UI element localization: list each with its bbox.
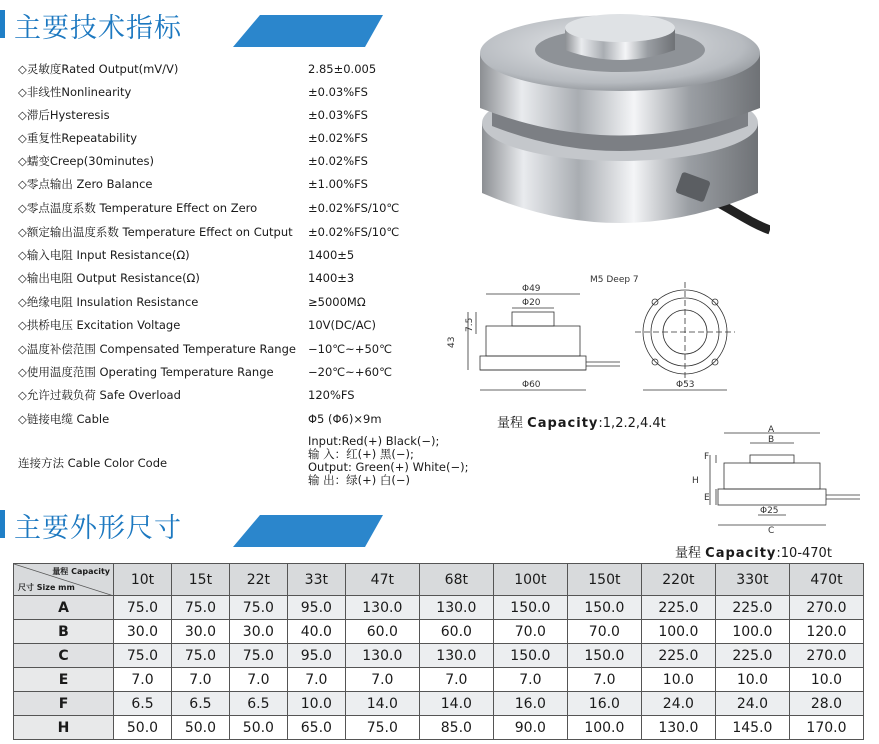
table-cell: 270.0 (789, 596, 863, 620)
table-cell: 120.0 (789, 620, 863, 644)
table-cell: 16.0 (567, 692, 641, 716)
spec-value: ±0.02%FS/10℃ (308, 225, 400, 239)
table-cell: 50.0 (171, 716, 229, 740)
table-cell: 150.0 (567, 596, 641, 620)
table-cell: 7.0 (493, 668, 567, 692)
spec-value: ±0.02%FS (308, 131, 368, 145)
table-cell: 40.0 (287, 620, 345, 644)
section-title-dimensions: 主要外形尺寸 (14, 513, 182, 544)
dim-phi20: Φ20 (522, 298, 541, 308)
spec-label: ◇拱桥电压 Excitation Voltage (18, 318, 181, 332)
table-cell: 75.0 (229, 644, 287, 668)
table-cell: 270.0 (789, 644, 863, 668)
table-cell: 10.0 (715, 668, 789, 692)
table-cell: 130.0 (419, 644, 493, 668)
table-column-header: 22t (229, 564, 287, 596)
table-cell: 75.0 (114, 644, 172, 668)
table-cell: 130.0 (419, 596, 493, 620)
table-column-header: 220t (641, 564, 715, 596)
table-cell: 225.0 (715, 644, 789, 668)
table-cell: 60.0 (345, 620, 419, 644)
spec-label: ◇链接电缆 Cable (18, 412, 110, 426)
spec-label: ◇灵敏度Rated Output(mV/V) (18, 62, 179, 76)
table-cell: 130.0 (345, 644, 419, 668)
spec-value: −20℃~+60℃ (308, 365, 393, 379)
table-row-header: F (14, 692, 114, 716)
table-cell: 75.0 (345, 716, 419, 740)
spec-label: ◇滞后Hysteresis (18, 108, 110, 122)
capacity-large-label: 量程 Capacity:10-470t (675, 546, 832, 561)
spec-label: ◇零点温度系数 Temperature Effect on Zero (18, 201, 258, 215)
dim-7-5: 7.5 (465, 317, 475, 332)
table-row (14, 716, 864, 740)
table-cell: 30.0 (171, 620, 229, 644)
dim-phi49: Φ49 (522, 284, 541, 294)
table-cell: 7.0 (287, 668, 345, 692)
spec-label: ◇零点输出 Zero Balance (18, 177, 153, 191)
table-row-header: H (14, 716, 114, 740)
spec-value: ±1.00%FS (308, 177, 368, 191)
spec-value: ≥5000MΩ (308, 295, 366, 309)
section-header-dimensions (0, 506, 385, 542)
header-slant-decoration (233, 515, 383, 547)
table-row (14, 644, 864, 668)
dim-f: F (704, 452, 710, 462)
table-cell: 90.0 (493, 716, 567, 740)
table-cell: 130.0 (641, 716, 715, 740)
cable-line: 输 入：红(+) 黑(−); (308, 447, 414, 461)
dim-m5-deep7: M5 Deep 7 (590, 275, 639, 285)
table-cell: 7.0 (345, 668, 419, 692)
table-cell: 10.0 (287, 692, 345, 716)
table-cell: 225.0 (641, 644, 715, 668)
drawing-small-capacity (440, 272, 740, 402)
cable-color-code (308, 435, 469, 487)
section-header-specs (0, 6, 385, 42)
spec-label: ◇输入电阻 Input Resistance(Ω) (18, 248, 190, 262)
table-cell: 6.5 (171, 692, 229, 716)
table-cell: 225.0 (641, 596, 715, 620)
table-column-header: 150t (567, 564, 641, 596)
section-title-specs: 主要技术指标 (14, 13, 182, 44)
table-cell: 75.0 (171, 644, 229, 668)
table-body (14, 596, 864, 740)
spec-value: ±0.02%FS (308, 154, 368, 168)
cable-line: Input:Red(+) Black(−); (308, 434, 440, 448)
table-cell: 150.0 (493, 644, 567, 668)
dimensions-table (13, 563, 864, 740)
table-cell: 70.0 (493, 620, 567, 644)
table-cell: 24.0 (641, 692, 715, 716)
dim-43: 43 (447, 336, 457, 348)
table-cell: 14.0 (345, 692, 419, 716)
table-cell: 85.0 (419, 716, 493, 740)
dim-b: B (768, 435, 775, 445)
table-column-header: 330t (715, 564, 789, 596)
header-bar (0, 510, 5, 538)
table-cell: 150.0 (493, 596, 567, 620)
capacity-small-label: 量程 Capacity:1,2.2,4.4t (497, 416, 666, 431)
header-slant-decoration (233, 15, 383, 47)
dim-phi25: Φ25 (760, 506, 779, 516)
table-cell: 100.0 (715, 620, 789, 644)
dim-phi53: Φ53 (676, 380, 695, 390)
table-corner-cell (14, 564, 114, 596)
table-row (14, 596, 864, 620)
table-cell: 100.0 (641, 620, 715, 644)
spec-value: 10V(DC/AC) (308, 318, 376, 332)
table-cell: 75.0 (114, 596, 172, 620)
table-cell: 10.0 (789, 668, 863, 692)
dim-phi60: Φ60 (522, 380, 541, 390)
spec-value: 120%FS (308, 388, 355, 402)
spec-label: ◇绝缘电阻 Insulation Resistance (18, 295, 199, 309)
table-cell: 7.0 (229, 668, 287, 692)
table-cell: 145.0 (715, 716, 789, 740)
spec-value: 2.85±0.005 (308, 62, 377, 76)
dim-h: H (692, 476, 699, 486)
table-cell: 7.0 (419, 668, 493, 692)
spec-label: ◇输出电阻 Output Resistance(Ω) (18, 271, 200, 285)
header-bar (0, 10, 5, 38)
table-cell: 50.0 (114, 716, 172, 740)
table-cell: 95.0 (287, 644, 345, 668)
table-row-header: B (14, 620, 114, 644)
table-cell: 75.0 (229, 596, 287, 620)
table-cell: 24.0 (715, 692, 789, 716)
spec-label: ◇重复性Repeatability (18, 131, 138, 145)
table-header-row (14, 564, 864, 596)
table-cell: 7.0 (114, 668, 172, 692)
table-cell: 6.5 (114, 692, 172, 716)
table-row-header: E (14, 668, 114, 692)
table-cell: 150.0 (567, 644, 641, 668)
table-cell: 7.0 (567, 668, 641, 692)
spec-value: −10℃~+50℃ (308, 342, 393, 356)
table-cell: 170.0 (789, 716, 863, 740)
table-row-header: C (14, 644, 114, 668)
spec-value: 1400±5 (308, 248, 355, 262)
table-column-header: 15t (171, 564, 229, 596)
table-cell: 50.0 (229, 716, 287, 740)
spec-label: ◇温度补偿范围 Compensated Temperature Range (18, 342, 296, 356)
table-cell: 7.0 (171, 668, 229, 692)
spec-label: ◇蠕变Creep(30minutes) (18, 154, 154, 168)
spec-label: ◇非线性Nonlinearity (18, 85, 132, 99)
table-column-header: 470t (789, 564, 863, 596)
cable-color-label: 连接方法 Cable Color Code (18, 456, 168, 470)
table-cell: 6.5 (229, 692, 287, 716)
spec-value: ±0.03%FS (308, 85, 368, 99)
corner-capacity-label: 量程 Capacity (52, 567, 110, 576)
table-cell: 100.0 (567, 716, 641, 740)
table-cell: 10.0 (641, 668, 715, 692)
table-column-header: 33t (287, 564, 345, 596)
table-row (14, 620, 864, 644)
drawing-large-capacity (680, 425, 870, 535)
table-column-header: 100t (493, 564, 567, 596)
spec-label: ◇额定输出温度系数 Temperature Effect on Cutput (18, 225, 293, 239)
spec-value: 1400±3 (308, 271, 355, 285)
load-cell-photo (470, 8, 770, 248)
table-cell: 14.0 (419, 692, 493, 716)
table-cell: 28.0 (789, 692, 863, 716)
cable-line: Output: Green(+) White(−); (308, 460, 469, 474)
spec-value: ±0.02%FS/10℃ (308, 201, 400, 215)
table-cell: 225.0 (715, 596, 789, 620)
table-cell: 65.0 (287, 716, 345, 740)
dim-a: A (768, 425, 775, 435)
table-column-header: 10t (114, 564, 172, 596)
corner-size-label: 尺寸 Size mm (18, 583, 75, 592)
table-cell: 60.0 (419, 620, 493, 644)
dim-c: C (768, 526, 775, 535)
cable-line: 输 出：绿(+) 白(−) (308, 473, 411, 487)
table-row (14, 668, 864, 692)
table-cell: 130.0 (345, 596, 419, 620)
spec-value: ±0.03%FS (308, 108, 368, 122)
table-cell: 75.0 (171, 596, 229, 620)
table-cell: 70.0 (567, 620, 641, 644)
spec-label: ◇允许过载负荷 Safe Overload (18, 388, 181, 402)
table-cell: 30.0 (229, 620, 287, 644)
table-cell: 30.0 (114, 620, 172, 644)
table-column-header: 47t (345, 564, 419, 596)
spec-label: ◇使用温度范围 Operating Temperature Range (18, 365, 274, 379)
dim-e: E (704, 493, 710, 503)
table-row (14, 692, 864, 716)
table-column-header: 68t (419, 564, 493, 596)
table-row-header: A (14, 596, 114, 620)
table-cell: 95.0 (287, 596, 345, 620)
spec-value: Φ5 (Φ6)×9m (308, 412, 382, 426)
table-cell: 16.0 (493, 692, 567, 716)
